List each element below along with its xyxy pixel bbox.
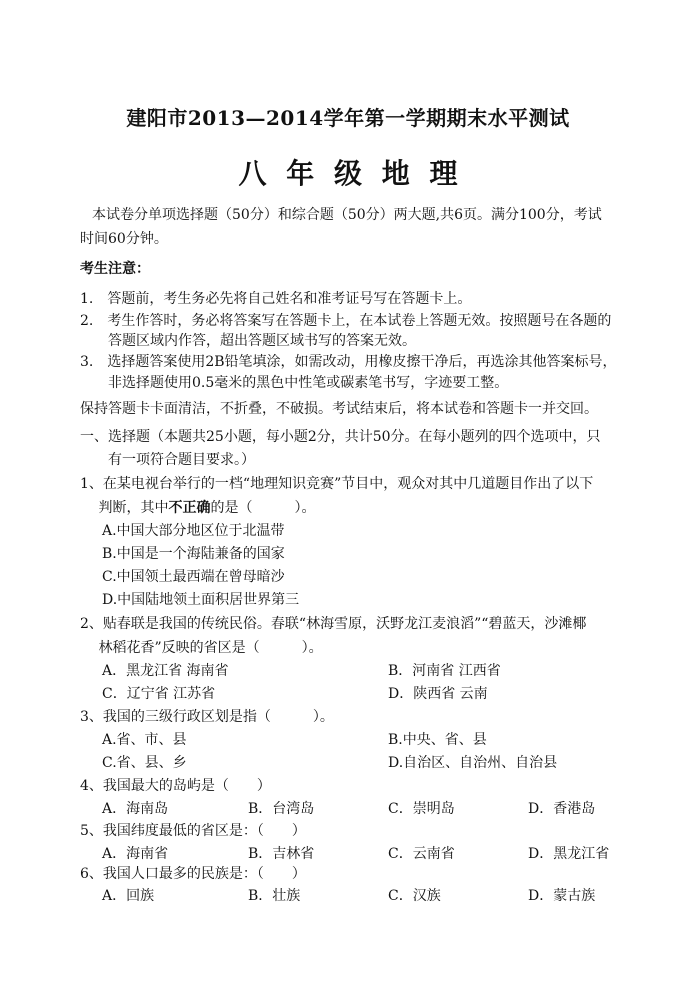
q6-option-b: B．壮族 [248, 888, 301, 904]
notice-item-2: 2. 考生作答时，务必将答案写在答题卡上，在本试卷上答题无效。按照题号在各题的 [80, 313, 612, 329]
q2-stem-line-1: 2、贴春联是我国的传统民俗。春联“林海雪原，沃野龙江麦浪滔”“碧蓝天，沙滩椰 [80, 616, 587, 632]
q4-option-b: B．台湾岛 [248, 801, 315, 817]
q5-stem: 5、我国纬度最低的省区是：（ ） [80, 823, 306, 839]
notice-footer: 保持答题卡卡面清洁，不折叠，不破损。考试结束后，将本试卷和答题卡一并交回。 [80, 401, 598, 417]
q1-stem-line-2 [80, 499, 315, 517]
q1-stem-part-c: 的是（ ）。 [210, 500, 316, 516]
q1-stem-emphasis: 不正确 [168, 500, 211, 516]
notice-heading: 考生注意： [80, 261, 150, 277]
exam-title: 建阳市2013—2014学年第一学期期末水平测试 [126, 106, 570, 130]
q1-option-d: D.中国陆地领土面积居世界第三 [102, 592, 300, 608]
q4-stem: 4、我国最大的岛屿是（ ） [80, 778, 271, 794]
q1-option-c: C.中国领土最西端在曾母暗沙 [102, 569, 285, 585]
q5-option-a: A．海南省 [102, 846, 169, 862]
q1-stem-part-a: 判断，其中 [80, 500, 169, 516]
q3-option-a: A.省、市、县 [102, 732, 187, 748]
notice-item-3: 3. 选择题答案使用2B铅笔填涂，如需改动，用橡皮擦干净后，再选涂其他答案标号， [80, 354, 617, 370]
q4-option-a: A．海南岛 [102, 801, 169, 817]
intro-line-1: 本试卷分单项选择题（50分）和综合题（50分）两大题,共6页。满分100分，考试 [92, 207, 602, 223]
notice-item-1: 1. 答题前，考生务必先将自己姓名和准考证号写在答题卡上。 [80, 291, 472, 307]
q3-stem: 3、我国的三级行政区划是指（ ）。 [80, 709, 334, 725]
notice-item-2-cont: 答题区域内作答，超出答题区域书写的答案无效。 [80, 333, 416, 349]
q2-option-b: B．河南省 江西省 [388, 663, 501, 679]
section-1-heading: 一、选择题（本题共25小题，每小题2分，共计50分。在每小题列的四个选项中，只 [80, 429, 601, 445]
q1-option-a: A.中国大部分地区位于北温带 [102, 523, 285, 539]
q6-option-a: A．回族 [102, 888, 155, 904]
q5-option-c: C．云南省 [388, 846, 455, 862]
notice-item-3-cont: 非选择题使用0.5毫米的黑色中性笔或碳素笔书写，字迹要工整。 [80, 375, 509, 391]
q2-stem-line-2: 林稻花香”反映的省区是（ ）。 [80, 640, 323, 656]
q5-option-d: D．黑龙江省 [528, 846, 610, 862]
q3-option-c: C.省、县、乡 [102, 755, 187, 771]
q1-stem-line-1: 1、在某电视台举行的一档“地理知识竞赛”节目中，观众对其中几道题目作出了以下 [80, 476, 594, 492]
q5-option-b: B．吉林省 [248, 846, 315, 862]
q2-option-d: D．陕西省 云南 [388, 686, 488, 702]
section-1-heading-cont: 有一项符合题目要求。） [80, 452, 255, 468]
exam-subtitle: 八 年 级 地 理 [238, 157, 458, 190]
q3-option-d: D.自治区、自治州、自治县 [388, 755, 558, 771]
q1-option-b: B.中国是一个海陆兼备的国家 [102, 546, 285, 562]
q6-option-d: D．蒙古族 [528, 888, 596, 904]
q6-stem: 6、我国人口最多的民族是：（ ） [80, 866, 306, 882]
q4-option-c: C．崇明岛 [388, 801, 455, 817]
q2-option-a: A．黑龙江省 海南省 [102, 663, 229, 679]
q2-option-c: C．辽宁省 江苏省 [102, 686, 216, 702]
q4-option-d: D．香港岛 [528, 801, 596, 817]
q6-option-c: C．汉族 [388, 888, 441, 904]
q3-option-b: B.中央、省、县 [388, 732, 487, 748]
intro-line-2: 时间60分钟。 [80, 231, 168, 247]
